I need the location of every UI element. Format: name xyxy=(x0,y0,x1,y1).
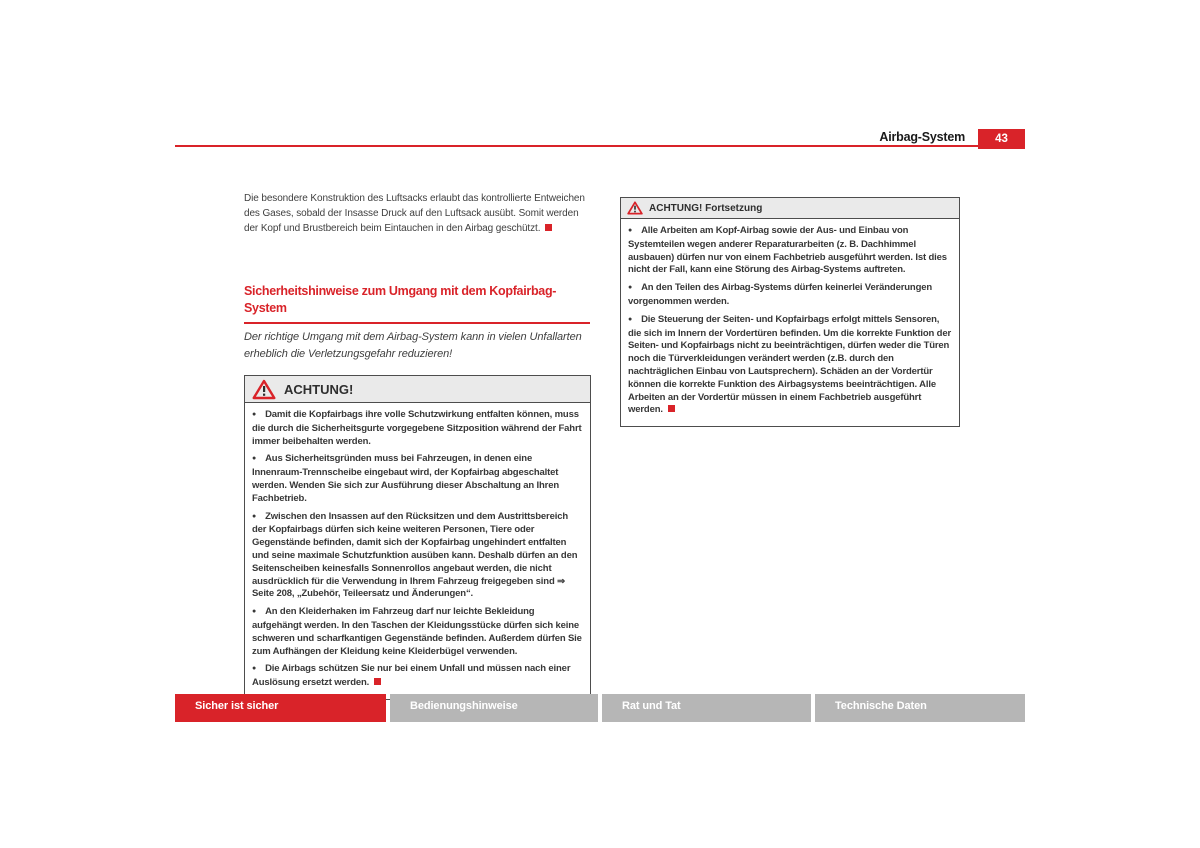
warning-item: ● Aus Sicherheitsgründen muss bei Fahrzeugen, in denen eine Innenraum-Trennscheibe eingebaut wird, der Kopfairbag abgeschaltet werden. Wenden Sie sich zur Ausführung dieser Abschaltung an Ihren Fachbetrieb. xyxy=(252,453,583,505)
tab-rat-und-tat: Rat und Tat xyxy=(602,694,811,722)
warning-item: ● Die Steuerung der Seiten- und Kopfairbags erfolgt mittels Sensoren, die sich im Innern der Vordertüren befinden. Um die korrekte Funktion der Seiten- und Kopfairbags nicht zu beeinträchtigen, dürfen weder die Türen noch die Türverkleidungen verändert werden (z.B. durch den nachträglichen Einbau von Lautsprechern). Schäden an der Vordertür können die korrekte Funktion des Airbagsystems beeinträchtigen. Alle Arbeiten an der Vordertür müssen in einem Fachbetrieb ausgeführt werden. xyxy=(628,314,952,417)
warning-box-body xyxy=(245,403,590,699)
warning-item: ● Die Airbags schützen Sie nur bei einem Unfall und müssen nach einer Auslösung ersetzt werden. xyxy=(252,663,583,690)
warning-item: ● Damit die Kopfairbags ihre volle Schutzwirkung entfalten können, muss die durch die Sicherheitsgurte vorgegebene Sitzposition während der Fahrt immer beibehalten werden. xyxy=(252,409,583,448)
warning-triangle-icon xyxy=(627,201,643,215)
warning-box-continued xyxy=(620,197,960,427)
warning-box xyxy=(244,375,591,700)
header-rule xyxy=(175,145,1025,147)
page-number-badge: 43 xyxy=(978,129,1025,149)
warning-box-continued-header xyxy=(621,198,959,219)
warning-box-header xyxy=(245,376,590,403)
section-title: Sicherheitshinweise zum Umgang mit dem Kopfairbag-System xyxy=(244,283,590,324)
warning-item: ● An den Kleiderhaken im Fahrzeug darf nur leichte Bekleidung aufgehängt werden. In den Taschen der Kleidungsstücke dürfen sich keine schweren und scharfkantigen Gegenstände befinden. Außerdem dürfen Sie zum Aufhängen der Kleidung keine Kleiderbügel verwenden. xyxy=(252,606,583,658)
warning-triangle-icon xyxy=(252,379,276,400)
tab-sicher-ist-sicher: Sicher ist sicher xyxy=(175,694,386,722)
warning-box-title: ACHTUNG! xyxy=(284,381,354,397)
tab-bedienungshinweise: Bedienungshinweise xyxy=(390,694,598,722)
intro-paragraph: Die besondere Konstruktion des Luftsacks erlaubt das kontrollierte Entweichen des Gases, sobald der Insasse Druck auf den Luftsack ausübt. Somit werden der Kopf und Brustbereich beim Eintauchen in den Airbag geschützt. xyxy=(244,191,590,236)
section-lead: Der richtige Umgang mit dem Airbag-System kann in vielen Unfallarten erheblich die Verletzungsgefahr reduzieren! xyxy=(244,331,582,360)
warning-item: ● Zwischen den Insassen auf den Rücksitzen und dem Austrittsbereich der Kopfairbags dürfen sich keine weiteren Personen, Tiere oder Gegenstände befinden, damit sich der Kopfairbag ungehindert entfalten und seine maximale Schutzfunktion ausüben kann. Deshalb dürfen an den Seitenscheiben keinesfalls Sonnenrollos angebaut werden, die nicht ausdrücklich für die Verwendung in Ihrem Fahrzeug freigegeben sind ⇒ Seite 208, „Zubehör, Teileersatz und Änderungen“. xyxy=(252,511,583,602)
warning-box-continued-body xyxy=(621,219,959,426)
warning-item: ● Alle Arbeiten am Kopf-Airbag sowie der Aus- und Einbau von Systemteilen wegen anderer Reparaturarbeiten (z. B. Dachhimmel ausbauen) dürfen nur von einem Fachbetrieb ausgeführt werden. Ist dies nicht der Fall, kann eine Störung des Airbag-Systems auftreten. xyxy=(628,225,952,277)
chapter-tab-bar xyxy=(175,694,1025,722)
page-section-title: Airbag-System xyxy=(879,130,965,144)
tab-technische-daten: Technische Daten xyxy=(815,694,1025,722)
warning-item: ● An den Teilen des Airbag-Systems dürfen keinerlei Veränderungen vorgenommen werden. xyxy=(628,282,952,309)
warning-box-continued-title: ACHTUNG! Fortsetzung xyxy=(649,202,763,214)
